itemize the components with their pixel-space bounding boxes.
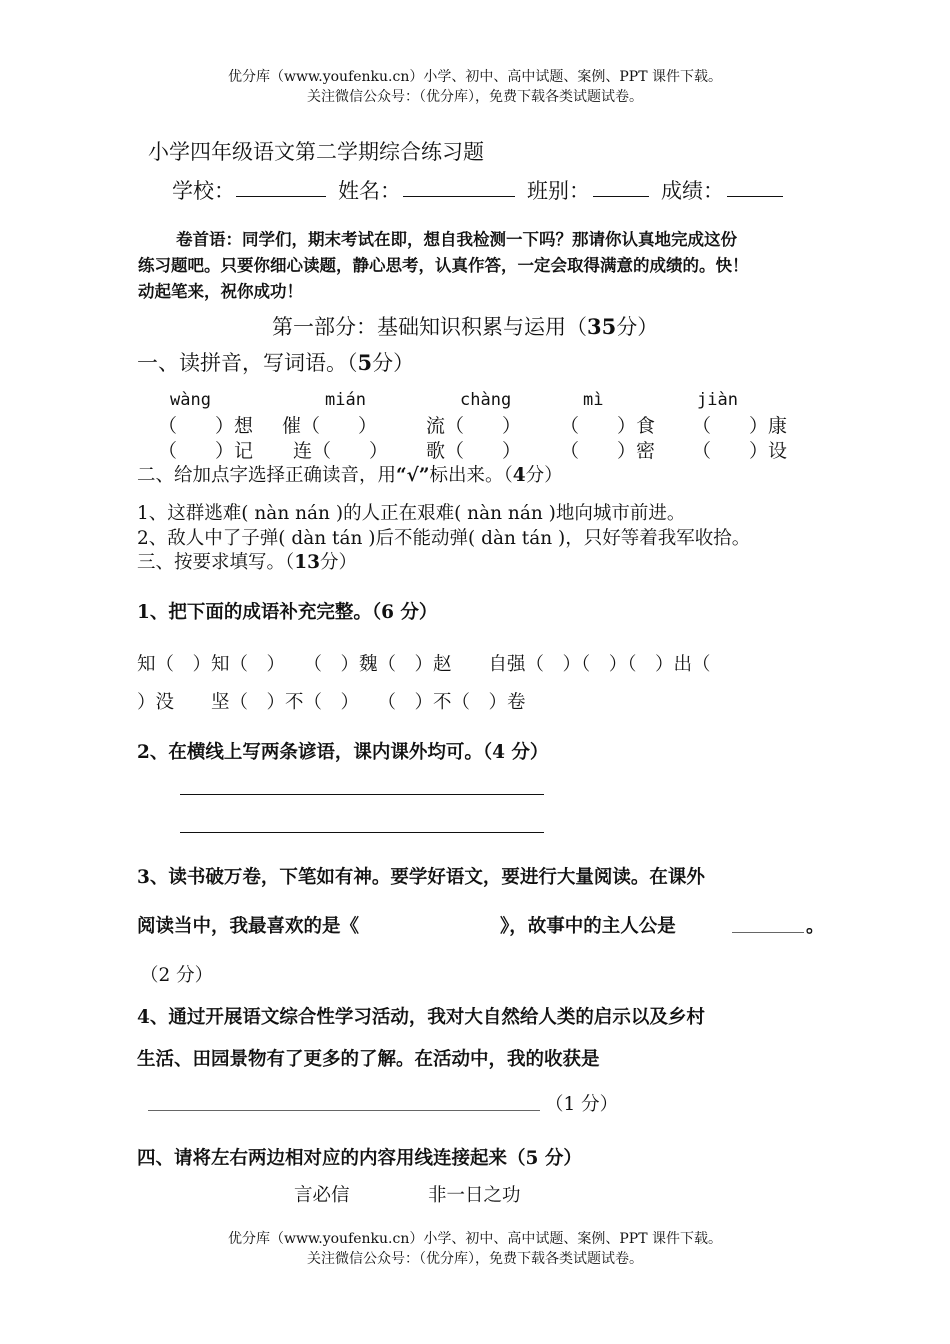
word-blank-2-2[interactable]: 连（ ）: [293, 440, 389, 462]
q2-item-1: 1、这群逃难( nàn nán )的人正在艰难( nàn nán )地向城市前进。: [137, 503, 686, 524]
proverb-line-2[interactable]: [180, 818, 544, 833]
q3-s1-line-2[interactable]: ）没 坚（ ）不（ ） （ ）不（ ）卷: [137, 692, 526, 713]
q3-s2-title: 2、在横线上写两条谚语，课内课外均可。（4 分）: [137, 742, 549, 763]
q3-heading: [137, 548, 357, 574]
q1-suffix: 分）: [372, 351, 415, 375]
preface-line-3: 动起笔来，祝你成功！: [138, 282, 303, 301]
class-label: 班别：: [527, 179, 590, 203]
part1-heading: [272, 311, 658, 341]
score-field[interactable]: [727, 174, 783, 197]
school-label: 学校：: [172, 179, 235, 203]
q3-s4-line-1: 4、通过开展语文综合性学习活动，我对大自然给人类的启示以及乡村: [137, 1007, 705, 1028]
pinyin-3: chàng: [460, 390, 512, 410]
part1-suffix: 分）: [616, 315, 659, 339]
q3-s4-score: （1 分）: [545, 1094, 619, 1115]
match-right-item[interactable]: 非一日之功: [428, 1185, 521, 1206]
pinyin-1: wàng: [170, 390, 211, 410]
name-label: 姓名：: [338, 179, 401, 203]
pinyin-5: jiàn: [697, 390, 738, 410]
part1-score: 35: [587, 314, 617, 339]
word-blank-2-3[interactable]: 歌（ ）: [426, 440, 522, 462]
pinyin-2: mián: [325, 390, 366, 410]
preface-line-2: 练习题吧。只要你细心读题，静心思考，认真作答，一定会取得满意的成绩的。快！: [138, 256, 749, 275]
q2-heading: [137, 461, 563, 487]
word-blank-2-1[interactable]: （ ）记: [158, 440, 254, 462]
harvest-blank[interactable]: [148, 1092, 540, 1111]
q3-s1-line-1[interactable]: 知（ ）知（ ） （ ）魏（ ）赵 自强（ ）（ ）（ ）出（: [137, 654, 711, 675]
word-blank-1-4[interactable]: （ ）食: [560, 415, 656, 437]
name-field[interactable]: [403, 174, 515, 197]
word-blank-1-5[interactable]: （ ）康: [692, 415, 788, 437]
match-left-item[interactable]: 言必信: [294, 1185, 350, 1206]
q3-s3-line-2a: 阅读当中，我最喜欢的是《: [137, 916, 360, 937]
q1-heading: [137, 347, 414, 377]
q4-title: 四、请将左右两边相对应的内容用线连接起来（5 分）: [137, 1148, 582, 1169]
q3-s4-line-2: 生活、田园景物有了更多的了解。在活动中，我的收获是: [137, 1049, 600, 1070]
word-blank-2-4[interactable]: （ ）密: [560, 440, 656, 462]
part1-prefix: 第一部分：基础知识积累与运用（: [272, 315, 587, 339]
q3-s1-title: 1、把下面的成语补充完整。（6 分）: [137, 602, 438, 623]
footer-line-2: 关注微信公众号：（优分库），免费下载各类试题试卷。: [307, 1251, 643, 1267]
header-line-2: 关注微信公众号：（优分库），免费下载各类试题试卷。: [307, 89, 643, 105]
pinyin-4: mì: [583, 390, 604, 410]
proverb-line-1[interactable]: [180, 780, 544, 795]
q1-score: 5: [357, 350, 373, 375]
page-title: 小学四年级语文第二学期综合练习题: [148, 140, 484, 164]
class-field[interactable]: [593, 174, 649, 197]
footer-line-1: 优分库（www.youfenku.cn）小学、初中、高中试题、案例、PPT 课件下载。: [227, 1231, 722, 1247]
q2-mark: “√”: [396, 465, 430, 486]
word-blank-1-1[interactable]: （ ）想: [158, 415, 254, 437]
q2-prefix: 二、给加点字选择正确读音，用: [137, 465, 397, 486]
q1-prefix: 一、读拼音，写词语。（: [137, 351, 358, 375]
q2-mid: 标出来。（: [429, 465, 513, 486]
word-blank-2-5[interactable]: （ ）设: [692, 440, 788, 462]
q3-prefix: 三、按要求填写。（: [137, 552, 295, 573]
q3-s3-line-2c: 。: [806, 916, 825, 937]
header-line-1: 优分库（www.youfenku.cn）小学、初中、高中试题、案例、PPT 课件下载。: [227, 69, 722, 85]
q3-suffix: 分）: [320, 552, 358, 573]
school-field[interactable]: [236, 174, 326, 197]
q2-item-2: 2、敌人中了子弹( dàn tán )后不能动弹( dàn tán )，只好等着我军收拾。: [137, 528, 751, 549]
word-blank-1-3[interactable]: 流（ ）: [426, 415, 522, 437]
preface-line-1: 卷首语：同学们，期末考试在即，想自我检测一下吗？那请你认真地完成这份: [176, 230, 737, 249]
score-label: 成绩：: [661, 179, 724, 203]
q2-score: 4: [512, 465, 526, 486]
word-blank-1-2[interactable]: 催（ ）: [282, 415, 378, 437]
favorite-book-blank[interactable]: [392, 910, 496, 936]
protagonist-blank[interactable]: [732, 912, 804, 933]
q3-s3-score: （2 分）: [140, 965, 214, 986]
q2-suffix: 分）: [525, 465, 563, 486]
q3-s3-line-1: 3、读书破万卷，下笔如有神。要学好语文，要进行大量阅读。在课外: [137, 867, 705, 888]
q3-s3-line-2b: 》，故事中的主人公是: [500, 916, 676, 937]
q3-score: 13: [294, 552, 321, 573]
